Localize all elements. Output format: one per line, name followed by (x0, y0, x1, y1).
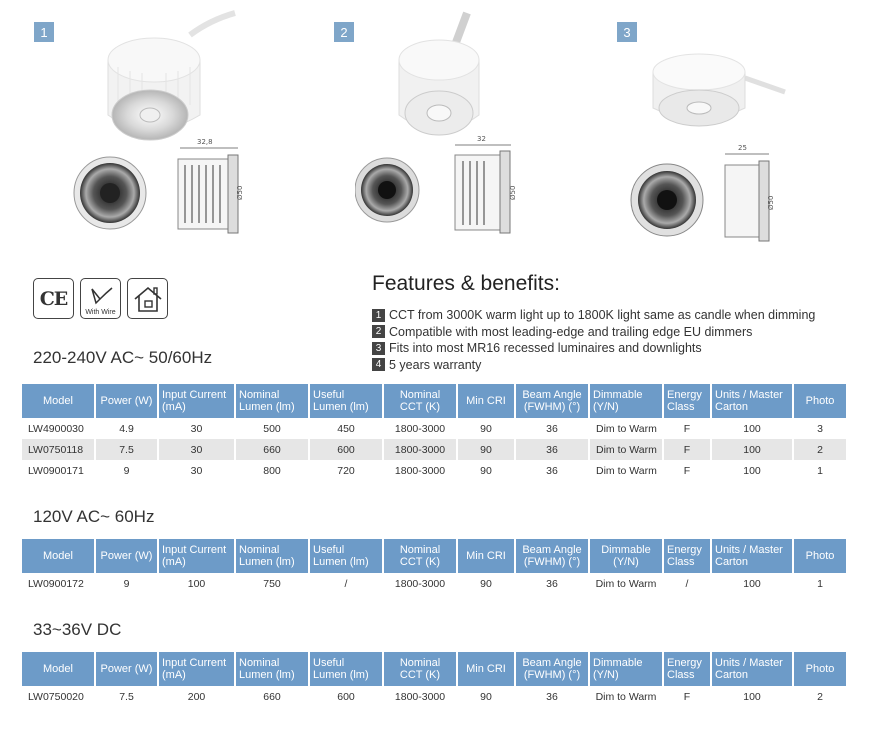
features-title: Features & benefits: (372, 272, 560, 295)
header-min-cri: Min CRI (458, 384, 514, 418)
certification-icons (33, 278, 168, 319)
header-power: Power (W) (96, 384, 157, 418)
header-power: Power (W) (96, 652, 157, 686)
ce-mark-icon: CE (33, 278, 74, 319)
product-3-illustration (625, 30, 795, 245)
feature-item: 2 Compatible with most leading-edge and trailing edge EU dimmers (372, 324, 815, 341)
section-title-120v: 120V AC~ 60Hz (33, 507, 155, 526)
header-dimmable: Dimmable (Y/N) (590, 539, 662, 573)
feature-item: 4 5 years warranty (372, 357, 815, 374)
table-header-row (22, 539, 846, 573)
header-energy-class: Energy Class (664, 539, 710, 573)
header-dimmable: Dimmable (Y/N) (590, 652, 662, 686)
svg-text:Ø50: Ø50 (236, 185, 244, 200)
product-2-illustration (355, 5, 555, 245)
header-beam-angle: Beam Angle (FWHM) (°) (516, 652, 588, 686)
section-title-33-36v-dc: 33~36V DC (33, 620, 122, 639)
header-energy-class: Energy Class (664, 384, 710, 418)
table-row: LW0900172 9 100 750 / 1800-3000 90 36 Dim to Warm / 100 1 (28, 577, 823, 590)
section-title-220-240v: 220-240V AC~ 50/60Hz (33, 348, 213, 367)
header-energy-class: Energy Class (664, 652, 710, 686)
header-min-cri: Min CRI (458, 539, 514, 573)
header-photo: Photo (794, 652, 846, 686)
header-power: Power (W) (96, 539, 157, 573)
header-nominal-cct: Nominal CCT (K) (384, 384, 456, 418)
header-nominal-lumen: Nominal Lumen (lm) (236, 384, 308, 418)
header-photo: Photo (794, 539, 846, 573)
table-row: LW0750020 7.5 200 660 600 1800-3000 90 36 Dim to Warm F 100 2 (28, 690, 823, 703)
spec-table-120v (20, 539, 848, 594)
photo-number-badge: 1 (34, 22, 54, 42)
photo-number-badge: 2 (334, 22, 354, 42)
header-nominal-lumen: Nominal Lumen (lm) (236, 652, 308, 686)
header-useful-lumen: Useful Lumen (lm) (310, 539, 382, 573)
indoor-use-icon (127, 278, 168, 319)
features-list (372, 307, 815, 373)
svg-text:Ø50: Ø50 (509, 185, 517, 200)
header-input-current: Input Current (mA) (159, 652, 234, 686)
header-units-carton: Units / Master Carton (712, 652, 792, 686)
table-row: LW0900171 9 30 800 720 1800-3000 90 36 Dim to Warm F 100 1 (28, 464, 823, 477)
table-header-row (22, 384, 846, 418)
svg-text:25: 25 (738, 144, 747, 152)
header-nominal-cct: Nominal CCT (K) (384, 539, 456, 573)
header-beam-angle: Beam Angle (FWHM) (°) (516, 384, 588, 418)
header-input-current: Input Current (mA) (159, 539, 234, 573)
spec-table-220-240v (20, 384, 848, 481)
header-model: Model (22, 539, 94, 573)
photo-number-badge: 3 (617, 22, 637, 42)
header-nominal-lumen: Nominal Lumen (lm) (236, 539, 308, 573)
header-photo: Photo (794, 384, 846, 418)
svg-text:32,8: 32,8 (197, 138, 213, 146)
svg-text:Ø50: Ø50 (767, 195, 775, 210)
with-wire-icon: With Wire (80, 278, 121, 319)
header-nominal-cct: Nominal CCT (K) (384, 652, 456, 686)
header-dimmable: Dimmable (Y/N) (590, 384, 662, 418)
table-row: LW0750118 7.5 30 660 600 1800-3000 90 36 Dim to Warm F 100 2 (22, 439, 846, 460)
feature-item: 3 Fits into most MR16 recessed luminaires and downlights (372, 340, 815, 357)
header-useful-lumen: Useful Lumen (lm) (310, 384, 382, 418)
header-min-cri: Min CRI (458, 652, 514, 686)
spec-table-33-36v-dc (20, 652, 848, 707)
header-model: Model (22, 652, 94, 686)
house-icon (132, 284, 164, 314)
header-beam-angle: Beam Angle (FWHM) (°) (516, 539, 588, 573)
header-units-carton: Units / Master Carton (712, 539, 792, 573)
header-useful-lumen: Useful Lumen (lm) (310, 652, 382, 686)
header-units-carton: Units / Master Carton (712, 384, 792, 418)
product-1-illustration (70, 5, 270, 245)
header-model: Model (22, 384, 94, 418)
table-row: LW4900030 4.9 30 500 450 1800-3000 90 36 Dim to Warm F 100 3 (28, 422, 823, 435)
feature-item: 1 CCT from 3000K warm light up to 1800K light same as candle when dimming (372, 307, 815, 324)
table-header-row (22, 652, 846, 686)
header-input-current: Input Current (mA) (159, 384, 234, 418)
svg-text:32: 32 (477, 135, 486, 143)
